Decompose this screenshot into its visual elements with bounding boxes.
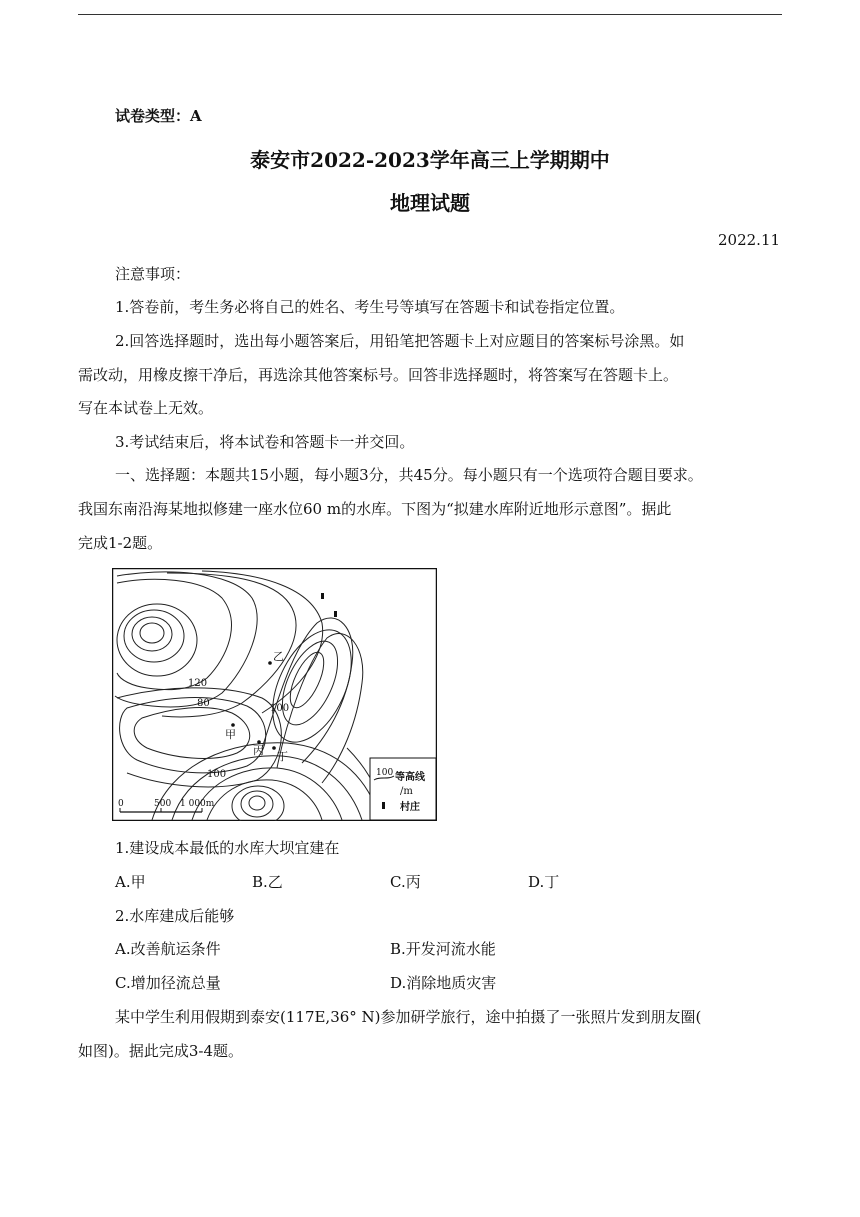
notice-item-3: 3.考试结束后，将本试卷和答题卡一并交回。 xyxy=(115,433,415,451)
contour-label-80: 80 xyxy=(197,698,210,709)
question-1-stem: 1.建设成本最低的水库大坝宜建在 xyxy=(115,839,340,857)
notice-item-2-line-2: 需改动，用橡皮擦干净后，再选涂其他答案标号。回答非选择题时，将答案写在答题卡上。 xyxy=(78,366,679,384)
village-marker xyxy=(321,593,324,599)
section1-intro-line-1: 一、选择题：本题共15小题，每小题3分，共45分。每小题只有一个选项符合题目要求。 xyxy=(115,466,703,484)
contour-label-100-bottom: 100 xyxy=(207,769,227,780)
question-2-option-d: D.消除地质灾害 xyxy=(390,974,497,992)
contour-label-120: 120 xyxy=(188,678,208,689)
section1-intro-line-2: 我国东南沿海某地拟修建一座水位60 m的水库。下图为“拟建水库附近地形示意图”。据此 xyxy=(78,500,672,518)
notice-heading: 注意事项： xyxy=(115,265,191,283)
notice-item-1: 1.答卷前，考生务必将自己的姓名、考生号等填写在答题卡和试卷指定位置。 xyxy=(115,298,625,316)
scale-zero: 0 xyxy=(118,799,124,809)
point-ding xyxy=(272,746,276,750)
legend-unit: /m xyxy=(400,786,413,797)
village-marker xyxy=(334,611,337,617)
question-2-option-c: C.增加径流总量 xyxy=(115,974,221,992)
question-2-stem: 2.水库建成后能够 xyxy=(115,907,235,925)
question-1-option-b: B.乙 xyxy=(252,873,283,891)
point-yi xyxy=(268,661,272,665)
map-legend xyxy=(370,758,436,820)
question-1-option-d: D.丁 xyxy=(528,873,560,891)
notice-item-2-line-3: 写在本试卷上无效。 xyxy=(78,399,214,417)
question-3-4-intro-line-2: 如图)。据此完成3-4题。 xyxy=(78,1042,244,1060)
contour-label-100-right: 100 xyxy=(270,703,290,714)
question-2-option-b: B.开发河流水能 xyxy=(390,940,496,958)
notice-item-2-line-1: 2.回答选择题时，选出每小题答案后，用铅笔把答题卡上对应题目的答案标号涂黑。如 xyxy=(115,332,685,350)
section1-intro-line-3: 完成1-2题。 xyxy=(78,534,163,552)
question-3-4-intro-line-1: 某中学生利用假期到泰安(117E,36° N)参加研学旅行，途中拍摄了一张照片发到朋友圈( xyxy=(115,1008,702,1026)
topographic-map xyxy=(112,568,437,821)
exam-subtitle: 地理试题 xyxy=(390,191,470,215)
scale-end: 1 000m xyxy=(180,799,215,809)
question-2-option-a: A.改善航运条件 xyxy=(115,940,221,958)
exam-date: 2022.11 xyxy=(718,231,781,249)
legend-contour-label: 等高线 xyxy=(395,772,425,783)
question-1-option-a: A.甲 xyxy=(115,873,146,891)
scale-mid: 500 xyxy=(154,799,172,809)
point-jia xyxy=(231,723,235,727)
paper-type: 试卷类型：A xyxy=(115,107,202,125)
exam-title: 泰安市2022-2023学年高三上学期期中 xyxy=(250,148,610,172)
legend-village-label: 村庄 xyxy=(400,802,420,813)
legend-village-icon xyxy=(382,802,385,809)
label-jia: 甲 xyxy=(225,728,236,741)
legend-contour-value: 100 xyxy=(376,768,394,778)
label-ding: 丁 xyxy=(277,750,288,763)
header-rule xyxy=(78,14,782,15)
label-bing: 丙 xyxy=(253,744,264,757)
question-1-option-c: C.丙 xyxy=(390,873,421,891)
label-yi: 乙 xyxy=(273,650,284,663)
